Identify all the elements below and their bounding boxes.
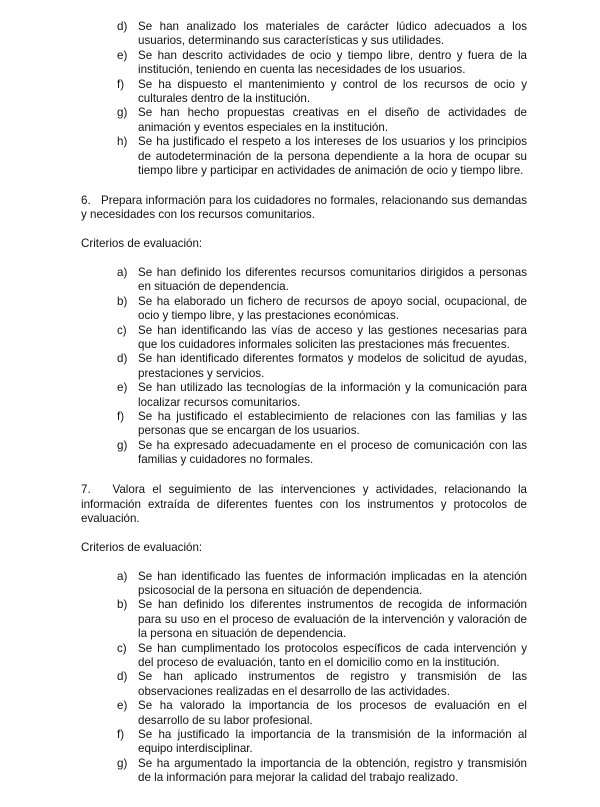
criteria-item xyxy=(117,20,527,49)
item-text: Se ha elaborado un fichero de recursos de apoyo social, ocupacional, de ocio y tiempo libre, y las prestaciones económicas. xyxy=(138,294,527,323)
criteria-item xyxy=(117,381,527,410)
criteria-item xyxy=(117,410,527,439)
criteria-item xyxy=(117,570,527,599)
item-text: Se ha valorado la importancia de los procesos de evaluación en el desarrollo de su labor profesional. xyxy=(138,699,527,727)
item-label: e) xyxy=(117,699,128,713)
item-label: f) xyxy=(117,410,125,424)
criteria-item xyxy=(117,49,527,78)
criteria-list-5 xyxy=(117,20,527,178)
item-label: a) xyxy=(117,569,128,583)
item-label: f) xyxy=(117,77,125,91)
criteria-item xyxy=(117,266,527,295)
item-label: h) xyxy=(117,135,128,149)
item-text: Se han definido los diferentes recursos comunitarios dirigidos a personas en situación de dependencia. xyxy=(138,265,527,294)
item-text: Se ha argumentado la importancia de la obtención, registro y transmisión de la información para mejorar la calidad del trabajo realizado. xyxy=(138,756,527,785)
item-label: c) xyxy=(117,323,127,337)
criteria-title: Criterios de evaluación: xyxy=(81,540,203,554)
item-text: Se han analizado los materiales de carácter lúdico adecuados a los usuarios, determinando sus características y sus utilidades. xyxy=(138,20,527,48)
item-text: Se han identificado diferentes formatos y modelos de solicitud de ayudas, prestaciones y servicios. xyxy=(138,352,527,380)
item-label: c) xyxy=(117,641,127,655)
criteria-title: Criterios de evaluación: xyxy=(81,237,203,251)
item-label: e) xyxy=(117,381,128,395)
item-label: b) xyxy=(117,598,128,612)
criteria-list-6 xyxy=(117,266,527,468)
item-text: Se ha justificado la importancia de la transmisión de la información al equipo interdisciplinar. xyxy=(138,728,527,756)
criteria-item xyxy=(117,670,527,699)
item-text: Se han hecho propuestas creativas en el diseño de actividades de animación y eventos especiales en la institución. xyxy=(138,106,527,134)
item-text: Se han identificando las vías de acceso y las gestiones necesarias para que los cuidadores informales soliciten las prestaciones más frecuentes. xyxy=(138,323,527,351)
item-text: Se han cumplimentado los protocolos específicos de cada intervención y del proceso de evaluación, tanto en el domicilio como en la institución. xyxy=(138,641,527,669)
item-text: Se ha dispuesto el mantenimiento y control de los recursos de ocio y culturales dentro de la institución. xyxy=(138,77,527,106)
item-text: Se han descrito actividades de ocio y tiempo libre, dentro y fuera de la institución, teniendo en cuenta las necesidades de los usuarios. xyxy=(138,48,527,77)
criteria-item xyxy=(117,699,527,728)
item-text: Se ha justificado el establecimiento de relaciones con las familias y las personas que se encargan de los usuarios. xyxy=(138,410,527,438)
criteria-item xyxy=(117,439,527,468)
criteria-item xyxy=(117,106,527,135)
criteria-list-7 xyxy=(117,570,527,786)
item-text: Se han aplicado instrumentos de registro y transmisión de las observaciones realizadas en el desarrollo de las actividades. xyxy=(138,670,527,698)
item-label: g) xyxy=(117,438,128,452)
section-heading-7: 7. Valora el seguimiento de las intervenciones y actividades, relacionando la información extraída de diferentes fuentes con los instrumentos y protocolos de evaluación. xyxy=(81,483,531,525)
criteria-item xyxy=(117,295,527,324)
item-label: d) xyxy=(117,20,128,33)
criteria-item xyxy=(117,324,527,353)
item-label: f) xyxy=(117,728,125,742)
item-label: g) xyxy=(117,756,128,770)
item-label: b) xyxy=(117,294,128,308)
item-text: Se han identificado las fuentes de información implicadas en la atención psicosocial de la persona en situación de dependencia. xyxy=(138,569,527,597)
criteria-item xyxy=(117,757,527,786)
item-text: Se ha justificado el respeto a los intereses de los usuarios y los principios de autodeterminación de la persona dependiente a la hora de ocupar su tiempo libre y participar en actividades de animación de ocio y tiempo libre. xyxy=(138,135,527,178)
item-label: e) xyxy=(117,48,128,62)
item-label: d) xyxy=(117,352,128,366)
section-heading-6: 6. Prepara información para los cuidadores no formales, relacionando sus demandas y necesidades con los recursos comunitarios. xyxy=(81,193,531,222)
item-label: a) xyxy=(117,265,128,279)
criteria-item xyxy=(117,728,527,757)
criteria-item xyxy=(117,642,527,671)
item-label: d) xyxy=(117,670,128,684)
criteria-item xyxy=(117,135,527,178)
item-text: Se han utilizado las tecnologías de la información y la comunicación para localizar recursos comunitarios. xyxy=(138,381,527,409)
criteria-item xyxy=(117,352,527,381)
document-page xyxy=(81,20,531,786)
item-text: Se ha expresado adecuadamente en el proceso de comunicación con las familias y cuidadores no formales. xyxy=(138,438,527,467)
criteria-item xyxy=(117,78,527,107)
criteria-item xyxy=(117,598,527,641)
item-label: g) xyxy=(117,106,128,120)
item-text: Se han definido los diferentes instrumentos de recogida de información para su uso en el proceso de evaluación de la intervención y valoración de la persona en situación de dependencia. xyxy=(138,598,527,641)
